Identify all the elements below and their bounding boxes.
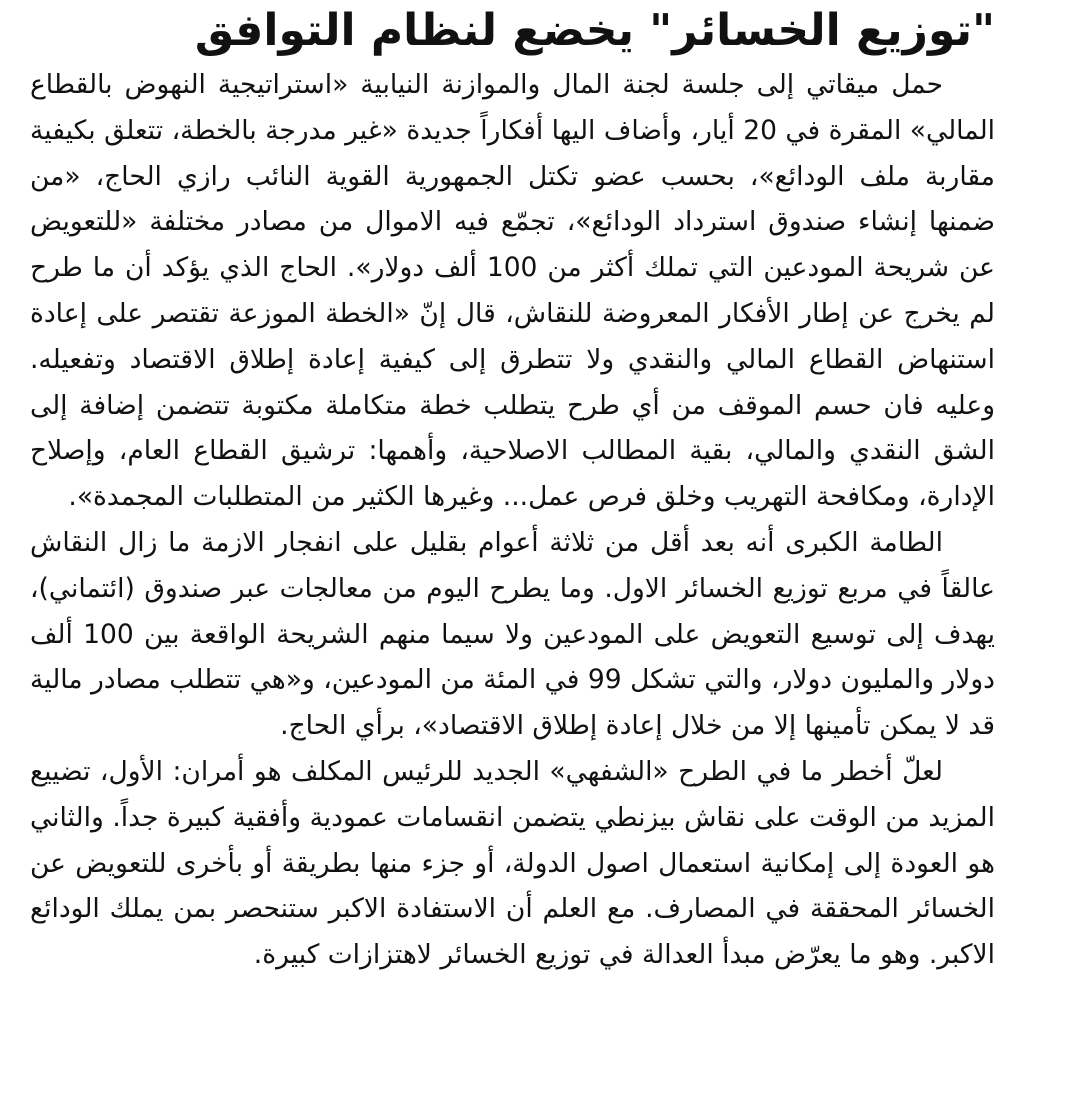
paragraph-3: لعلّ أخطر ما في الطرح «الشفهي» الجديد للرئيس المكلف هو أمران: الأول، تضييع المزيد من الوقت على نقاش بيزنطي يتضمن انقسامات عمودية وأفقية كبيرة جداً. والثاني هو العودة إلى إمكانية استعمال اصول الدولة، أو جزء منها بطريقة أو بأخرى للتعويض عن الخسائر المحققة في المصارف. مع العلم أن الاستفادة الاكبر ستنحصر بمن يملك الودائع الاكبر. وهو ما يعرّض مبدأ العدالة في توزيع الخسائر لاهتزازات كبيرة. [30,755,995,971]
article [30,0,995,978]
paragraph-2: الطامة الكبرى أنه بعد أقل من ثلاثة أعوام بقليل على انفجار الازمة ما زال النقاش عالقاً في مربع توزيع الخسائر الاول. وما يطرح اليوم من معالجات عبر صندوق (ائتماني)، يهدف إلى توسيع التعويض على المودعين ولا سيما منهم الشريحة الواقعة بين 100 ألف دولار والمليون دولار، والتي تشكل 99 في المئة من المودعين، و«هي تتطلب مصادر مالية قد لا يمكن تأمينها إلا من خلال إعادة إطلاق الاقتصاد»، برأي الحاج. [30,526,995,742]
paragraph-1: حمل ميقاتي إلى جلسة لجنة المال والموازنة النيابية «استراتيجية النهوض بالقطاع المالي» المقرة في 20 أيار، وأضاف اليها أفكاراً جديدة «غير مدرجة بالخطة، تتعلق بكيفية مقاربة ملف الودائع»، بحسب عضو تكتل الجمهورية القوية النائب رازي الحاج، «من ضمنها إنشاء صندوق استرداد الودائع»، تجمّع فيه الاموال من مصادر مختلفة «للتعويض عن شريحة المودعين التي تملك أكثر من 100 ألف دولار». الحاج الذي يؤكد أن ما طرح لم يخرج عن إطار الأفكار المعروضة للنقاش، قال إنّ «الخطة الموزعة تقتصر على إعادة استنهاض القطاع المالي والنقدي ولا تتطرق إلى كيفية إعادة إطلاق الاقتصاد وتفعيله. وعليه فان حسم الموقف من أي طرح يتطلب خطة متكاملة مكتوبة تتضمن إضافة إلى الشق النقدي والمالي، بقية المطالب الاصلاحية، وأهمها: ترشيق القطاع العام، وإصلاح الإدارة، ومكافحة التهريب وخلق فرص عمل... وغيرها الكثير من المتطلبات المجمدة». [30,69,996,513]
headline: "توزيع الخسائر" يخضع لنظام التوافق [194,5,995,56]
